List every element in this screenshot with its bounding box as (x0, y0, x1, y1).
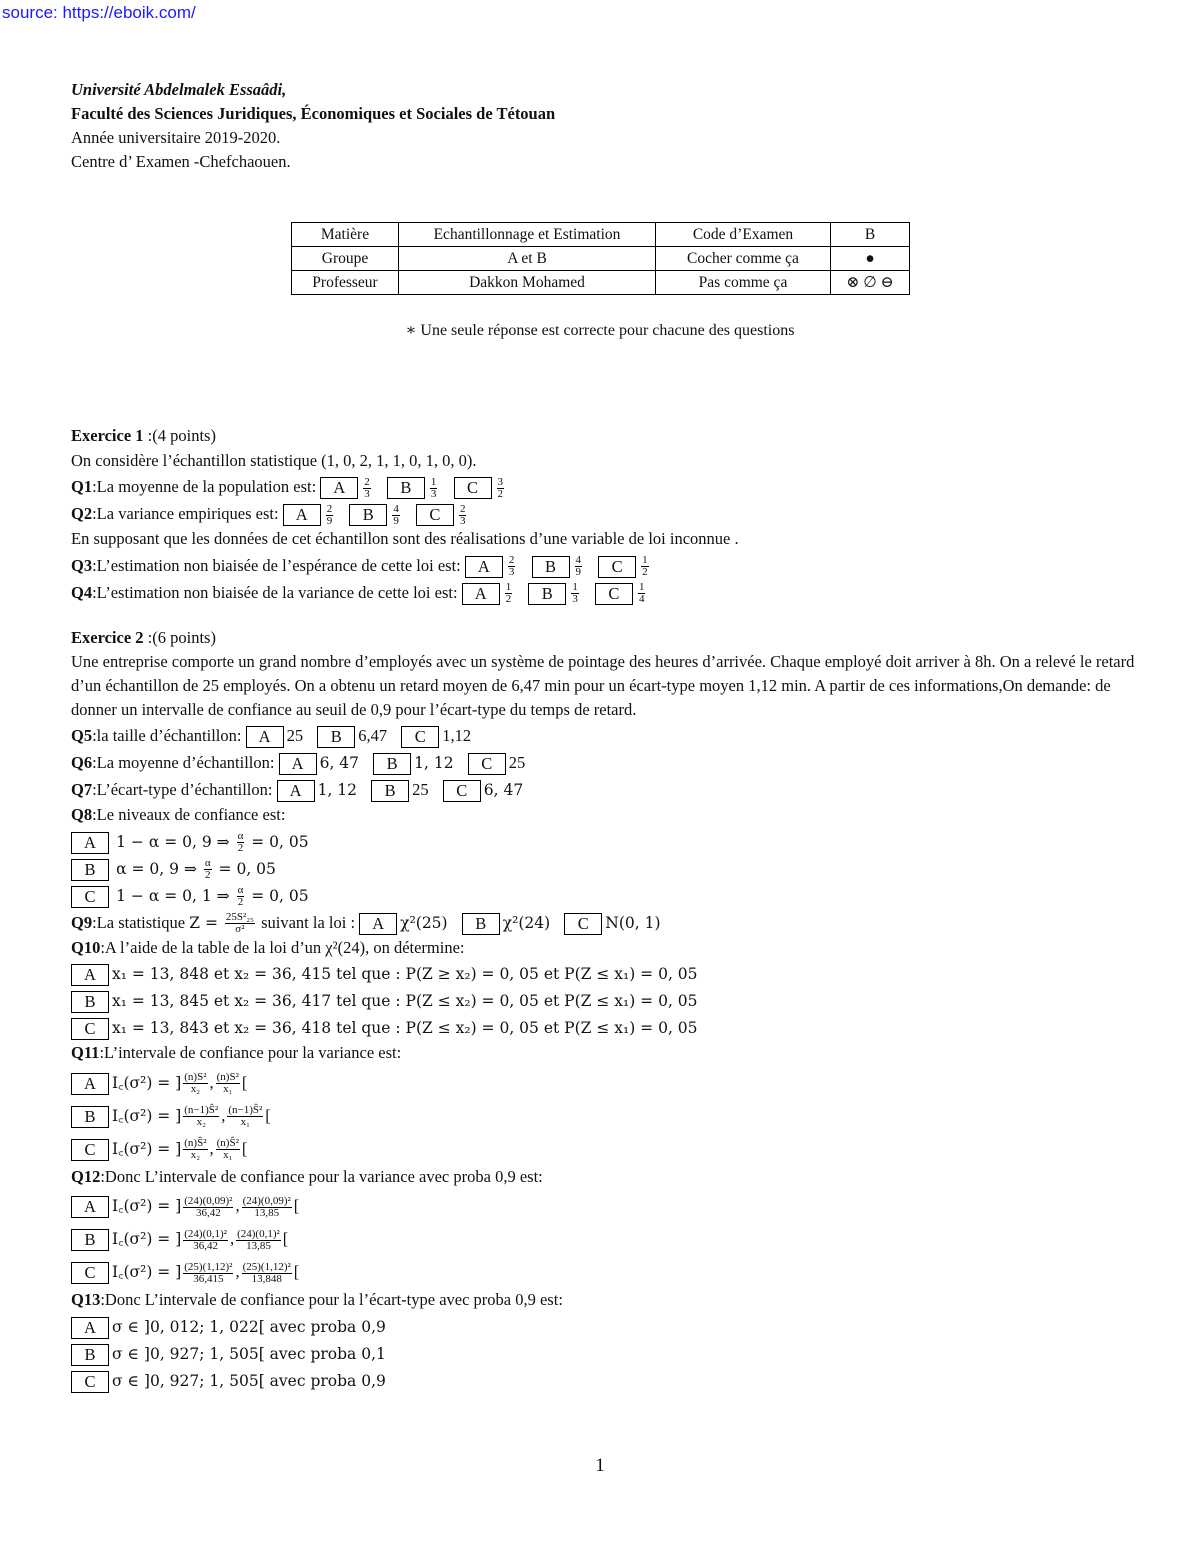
option-c-box[interactable]: C (454, 477, 492, 499)
question-q12 (71, 1165, 1136, 1190)
fraction (237, 885, 245, 908)
q11-option-a: A I꜀(σ²) = ] $\frac{\text{(n)S²}}{\text{x₂}}$ , $\frac{\text{(n)S²}}{\text{x₁}}$ [ (71, 1066, 1136, 1099)
option-c-box[interactable]: C (564, 913, 602, 935)
denominator: 2 (497, 487, 504, 500)
q8-option-b (71, 855, 1136, 882)
numerator: 2 (459, 502, 466, 515)
option-c-value: x₁ = 13, 843 et x₂ = 36, 418 tel que : P(Z ≤ x₂) = 0, 05 et P(Z ≤ x₁) = 0, 05 (112, 1019, 698, 1037)
fraction (638, 582, 646, 605)
fraction (326, 504, 334, 527)
table-cell: Matière (292, 223, 399, 247)
option-a-box[interactable]: A (283, 504, 321, 526)
question-text: :L’estimation non biaisée de la variance de cette loi est: (92, 582, 458, 602)
q13-option-b (71, 1340, 1136, 1367)
option-a-box[interactable]: A (465, 556, 503, 578)
exercise-points: :(6 points) (143, 627, 216, 647)
numerator: α (237, 830, 244, 843)
numerator: 1 (638, 581, 645, 594)
option-c-value: 25 (508, 753, 526, 772)
option-b-box[interactable]: B (71, 1344, 109, 1366)
formula-part: I꜀(σ²) = ] (112, 1230, 182, 1248)
fraction (216, 1072, 240, 1095)
table-cell: Professeur (292, 271, 399, 295)
table-cell: B (831, 223, 910, 247)
denominator: 9 (326, 514, 333, 527)
question-text: :L’écart-type d’échantillon: (92, 780, 273, 799)
faculty-name: Faculté des Sciences Juridiques, Économiques et Sociales de Tétouan (71, 104, 556, 123)
exam-center: Centre d’ Examen -Chefchaouen. (71, 152, 291, 171)
exercise-1-intro: On considère l’échantillon statistique (1, 0, 2, 1, 1, 0, 1, 0, 0). (71, 450, 477, 470)
option-b-box[interactable]: B (462, 913, 500, 935)
numerator: 2 (364, 475, 370, 488)
formula-part: I꜀(σ²) = ] (112, 1197, 182, 1215)
numerator: (25)(1,12)² (184, 1260, 233, 1273)
numerator: 2 (508, 554, 515, 567)
table-cell: ● (831, 247, 910, 271)
table-row (292, 223, 910, 247)
academic-year: Année universitaire 2019-2020. (71, 128, 281, 147)
question-q7 (71, 776, 1136, 803)
exercise-2-title (71, 626, 1136, 651)
exercise-2-intro: Une entreprise comporte un grand nombre d’employés avec un système de pointage des heures d’arrivée. Chaque employé doit arriver à 8h. On a relevé le retard d’un échantillon de 25 employés. On a obtenu un retard moyen de 6,47 min pour un écart-type moyen 1,12 min. A partir de ces informations,On demande: de donner un intervalle de confiance au seuil de 0,9 pour l’écart-type du temps de retard. (71, 652, 1135, 719)
question-label: Q8 (71, 805, 93, 824)
option-b-value: 6,47 (358, 726, 388, 745)
question-q11 (71, 1041, 1136, 1066)
question-text: :La moyenne d’échantillon: (92, 753, 275, 772)
question-label: Q5 (71, 726, 93, 745)
denominator: x₁ (240, 1116, 250, 1129)
numerator: α (204, 857, 211, 870)
numerator: (n)S² (184, 1071, 207, 1084)
denominator: x₂ (196, 1116, 206, 1129)
option-b-box[interactable]: B (532, 556, 570, 578)
option-a-box[interactable]: A (320, 477, 358, 499)
question-q4 (71, 579, 1136, 606)
exercise-title: Exercice 1 (71, 426, 144, 445)
fraction (236, 1229, 281, 1252)
numerator: (24)(0,09)² (184, 1194, 233, 1207)
fraction (242, 1196, 292, 1219)
option-b-box[interactable]: B (371, 780, 409, 802)
option-a-value: χ²(25) (400, 913, 448, 932)
denominator: 13,85 (246, 1239, 271, 1252)
option-b-box[interactable]: B (71, 1106, 109, 1128)
option-a-box[interactable]: A (71, 1073, 109, 1095)
fraction (237, 831, 245, 854)
fraction (183, 1138, 207, 1161)
denominator: σ² (235, 923, 245, 936)
option-a-box[interactable]: A (71, 1317, 109, 1339)
question-label: Q3 (71, 555, 93, 575)
question-label: Q1 (71, 477, 93, 496)
numerator: 1 (505, 581, 512, 594)
question-q8 (71, 803, 1136, 828)
fraction (183, 1196, 233, 1219)
option-b-box[interactable]: B (387, 477, 425, 499)
q12-option-b: B I꜀(σ²) = ] $\frac{\text{(24)(0,1)²}}{36,42}$ , $\frac{\text{(24)(0,1)²}}{13,85}$ [ (71, 1222, 1136, 1255)
option-c-value: σ ∈ ]0, 927; 1, 505[ avec proba 0,9 (112, 1371, 386, 1390)
header (71, 78, 555, 174)
numerator: (n)Ŝ² (184, 1137, 207, 1150)
fraction (508, 555, 516, 578)
formula-part: = 0, 05 (213, 859, 276, 878)
question-q10 (71, 936, 1136, 961)
source-link[interactable]: source: https://eboik.com/ (2, 3, 196, 22)
table-row (292, 247, 910, 271)
denominator: 9 (575, 566, 582, 579)
exercise-1-middle: En supposant que les données de cet échantillon sont des réalisations d’une variable de loi inconnue . (71, 529, 739, 548)
option-a-box[interactable]: A (71, 832, 109, 854)
option-c-box[interactable]: C (71, 1262, 109, 1284)
question-label: Q13 (71, 1290, 101, 1309)
question-q13 (71, 1288, 1136, 1313)
option-a-value: 25 (286, 726, 304, 745)
option-a-value: x₁ = 13, 848 et x₂ = 36, 415 tel que : P(Z ≥ x₂) = 0, 05 et P(Z ≤ x₁) = 0, 05 (112, 965, 698, 983)
option-c-box[interactable]: C (416, 504, 454, 526)
denominator: 9 (393, 514, 399, 527)
table-cell: A et B (399, 247, 656, 271)
denominator: 2 (237, 896, 244, 909)
question-label: Q12 (71, 1166, 101, 1186)
exercise-1-title (71, 424, 1136, 449)
question-q9 (71, 909, 1136, 936)
option-b-value: χ²(24) (502, 913, 551, 932)
option-c-box[interactable]: C (443, 780, 481, 802)
numerator: 1 (642, 554, 648, 567)
formula-part: 1 − α = 0, 1 ⇒ (116, 886, 235, 905)
question-label: Q7 (71, 780, 93, 799)
question-q3 (71, 552, 1136, 579)
formula-part: Z = (189, 913, 223, 932)
q13-option-a (71, 1313, 1136, 1340)
fraction (571, 582, 579, 605)
option-c-value: N(0, 1) (605, 913, 661, 932)
q10-option-a (71, 960, 1136, 987)
numerator: (n)Ŝ² (216, 1137, 239, 1150)
exam-body (71, 424, 1136, 1394)
denominator: 2 (237, 842, 244, 855)
numerator: (n−1)Ŝ² (184, 1104, 219, 1117)
question-text: :Le niveaux de confiance est: (92, 805, 286, 824)
formula-part: 1 − α = 0, 9 ⇒ (116, 832, 235, 851)
numerator: (24)(0,1)² (184, 1227, 227, 1240)
denominator: 36,42 (193, 1239, 218, 1252)
formula-part: I꜀(σ²) = ] (112, 1073, 182, 1092)
option-b-box[interactable]: B (349, 504, 387, 526)
fraction (430, 477, 438, 500)
q10-option-c (71, 1014, 1136, 1041)
option-c-box[interactable]: C (595, 583, 633, 605)
fraction (183, 1229, 228, 1252)
option-a-box[interactable]: A (462, 583, 500, 605)
denominator: 36,415 (193, 1272, 224, 1285)
question-q2 (71, 500, 1136, 527)
option-a-box[interactable]: A (279, 753, 317, 775)
option-c-value: 6, 47 (483, 781, 524, 799)
question-q5 (71, 722, 1136, 749)
denominator: 3 (430, 487, 437, 500)
numerator: (24)(0,1)² (237, 1227, 280, 1240)
fraction (225, 912, 255, 935)
formula-part: I꜀(σ²) = ] (112, 1139, 182, 1158)
question-text: :La moyenne de la population est: (92, 477, 317, 496)
option-c-box[interactable]: C (71, 886, 109, 908)
numerator: α (237, 884, 244, 897)
q12-option-c: C I꜀(σ²) = ] $\frac{\text{(25)(1,12)²}}{36,415}$ , $\frac{\text{(25)(1,12)²}}{13,848}$ [ (71, 1255, 1136, 1288)
question-text: :La statistique (92, 912, 190, 932)
table-cell: ⊗ ∅ ⊖ (831, 271, 910, 295)
option-c-box[interactable]: C (71, 1139, 109, 1161)
fraction (575, 555, 583, 578)
q8-option-a (71, 828, 1136, 855)
denominator: x₁ (223, 1083, 233, 1096)
fraction (497, 477, 505, 500)
exercise-points: :(4 points) (143, 426, 216, 445)
option-b-value: σ ∈ ]0, 927; 1, 505[ avec proba 0,1 (112, 1344, 386, 1363)
formula-part: = 0, 05 (246, 886, 309, 905)
question-text: :L’intervale de confiance pour la variance est: (99, 1043, 402, 1062)
q10-option-b (71, 987, 1136, 1014)
instruction-note: ∗ Une seule réponse est correcte pour chacune des questions (405, 322, 795, 339)
numerator: 25S²₂₅ (225, 911, 254, 924)
table-row (292, 271, 910, 295)
option-a-box[interactable]: A (277, 780, 315, 802)
fraction (459, 504, 467, 527)
fraction (363, 477, 371, 500)
option-c-box[interactable]: C (71, 1018, 109, 1040)
fraction (505, 582, 513, 605)
table-cell: Code d’Examen (656, 223, 831, 247)
denominator: 3 (508, 566, 515, 579)
fraction (242, 1262, 292, 1285)
option-c-box[interactable]: C (71, 1371, 109, 1393)
page-number: 1 (595, 1455, 605, 1476)
university-name: Université Abdelmalek Essaâdi, (71, 80, 287, 99)
denominator: 3 (572, 593, 578, 606)
denominator: 2 (505, 593, 512, 606)
fraction (183, 1105, 219, 1128)
fraction (183, 1072, 207, 1095)
question-label: Q6 (71, 753, 93, 772)
question-label: Q4 (71, 582, 93, 602)
question-text: suivant la loi : (256, 912, 356, 932)
option-b-box[interactable]: B (373, 753, 411, 775)
table-cell: Echantillonnage et Estimation (399, 223, 656, 247)
option-b-value: 1, 12 (414, 754, 454, 772)
numerator: (n−1)Ŝ² (228, 1104, 263, 1117)
option-a-value: σ ∈ ]0, 012; 1, 022[ avec proba 0,9 (112, 1317, 386, 1336)
question-label: Q11 (71, 1043, 100, 1062)
option-a-box[interactable]: A (71, 964, 109, 986)
numerator: 4 (575, 554, 582, 567)
denominator: 2 (204, 869, 211, 882)
option-b-box[interactable]: B (317, 726, 355, 748)
question-text: :Donc L’intervale de confiance pour la variance avec proba 0,9 est: (100, 1166, 543, 1186)
denominator: 36,42 (195, 1206, 221, 1219)
table-cell: Pas comme ça (656, 271, 831, 295)
table-cell: Cocher comme ça (656, 247, 831, 271)
numerator: (25)(1,12)² (242, 1260, 291, 1273)
formula-part: α = 0, 9 ⇒ (116, 859, 202, 878)
option-b-value: x₁ = 13, 845 et x₂ = 36, 417 tel que : P(Z ≤ x₂) = 0, 05 et P(Z ≤ x₁) = 0, 05 (112, 992, 698, 1010)
option-b-value: 25 (412, 780, 429, 799)
question-text: :A l’aide de la table de la loi d’un χ²(24), on détermine: (100, 937, 465, 957)
question-q1 (71, 473, 1136, 500)
option-c-box[interactable]: C (598, 556, 636, 578)
q13-option-c (71, 1367, 1136, 1394)
exam-info-table (291, 222, 910, 295)
denominator: 3 (364, 487, 370, 500)
formula-part: I꜀(σ²) = ] (112, 1263, 182, 1281)
table-cell: Dakkon Mohamed (399, 271, 656, 295)
denominator: x₂ (190, 1083, 201, 1096)
denominator: 13,85 (254, 1206, 280, 1219)
fraction (227, 1105, 263, 1128)
numerator: 3 (497, 475, 504, 488)
option-c-value: 1,12 (442, 726, 472, 745)
q11-option-c: C I꜀(σ²) = ] $\frac{\text{(n)Ŝ²}}{\text{x₂}}$ , $\frac{\text{(n)Ŝ²}}{\text{x₁}}$ [ (71, 1132, 1136, 1165)
numerator: 1 (430, 475, 437, 488)
option-a-box[interactable]: A (71, 1196, 109, 1218)
q11-option-b: B I꜀(σ²) = ] $\frac{\text{(n−1)Ŝ²}}{\text{x₂}}$ , $\frac{\text{(n−1)Ŝ²}}{\text{x₁}}$ [ (71, 1099, 1136, 1132)
denominator: x₁ (223, 1149, 233, 1162)
fraction (183, 1262, 233, 1285)
option-b-box[interactable]: B (528, 583, 566, 605)
option-a-value: 1, 12 (317, 781, 358, 799)
question-text: :la taille d’échantillon: (92, 726, 242, 745)
question-label: Q2 (71, 504, 93, 523)
numerator: 4 (393, 502, 399, 515)
option-b-box[interactable]: B (71, 1229, 109, 1251)
formula-part: = 0, 05 (246, 832, 309, 851)
option-c-box[interactable]: C (468, 753, 506, 775)
q12-option-a: A I꜀(σ²) = ] $\frac{\text{(24)(0,09)²}}{36,42}$ , $\frac{\text{(24)(0,09)²}}{13,85}$ [ (71, 1189, 1136, 1222)
fraction (204, 858, 212, 881)
table-cell: Groupe (292, 247, 399, 271)
fraction (216, 1138, 240, 1161)
denominator: 3 (459, 514, 466, 527)
option-b-box[interactable]: B (71, 859, 109, 881)
option-a-box[interactable]: A (359, 913, 397, 935)
fraction (392, 504, 400, 527)
numerator: (24)(0,09)² (242, 1194, 291, 1207)
numerator: (n)S² (216, 1071, 239, 1084)
numerator: 2 (326, 502, 333, 515)
question-q6 (71, 749, 1136, 776)
option-c-box[interactable]: C (401, 726, 439, 748)
question-label: Q9 (71, 912, 93, 932)
denominator: 13,848 (251, 1272, 282, 1285)
numerator: 1 (572, 581, 578, 594)
question-text: :La variance empiriques est: (92, 504, 279, 523)
question-text: :Donc L’intervale de confiance pour la l’écart-type avec proba 0,9 est: (100, 1290, 563, 1309)
option-a-value: 6, 47 (319, 754, 360, 772)
denominator: 4 (638, 593, 645, 606)
question-text: :L’estimation non biaisée de l’espérance de cette loi est: (92, 555, 461, 575)
formula-part: I꜀(σ²) = ] (112, 1106, 182, 1125)
option-b-box[interactable]: B (71, 991, 109, 1013)
question-label: Q10 (71, 937, 101, 957)
option-a-box[interactable]: A (246, 726, 284, 748)
denominator: 2 (642, 566, 648, 579)
exercise-title: Exercice 2 (71, 627, 144, 647)
denominator: x₂ (190, 1149, 201, 1162)
q8-option-c (71, 882, 1136, 909)
fraction (641, 555, 649, 578)
